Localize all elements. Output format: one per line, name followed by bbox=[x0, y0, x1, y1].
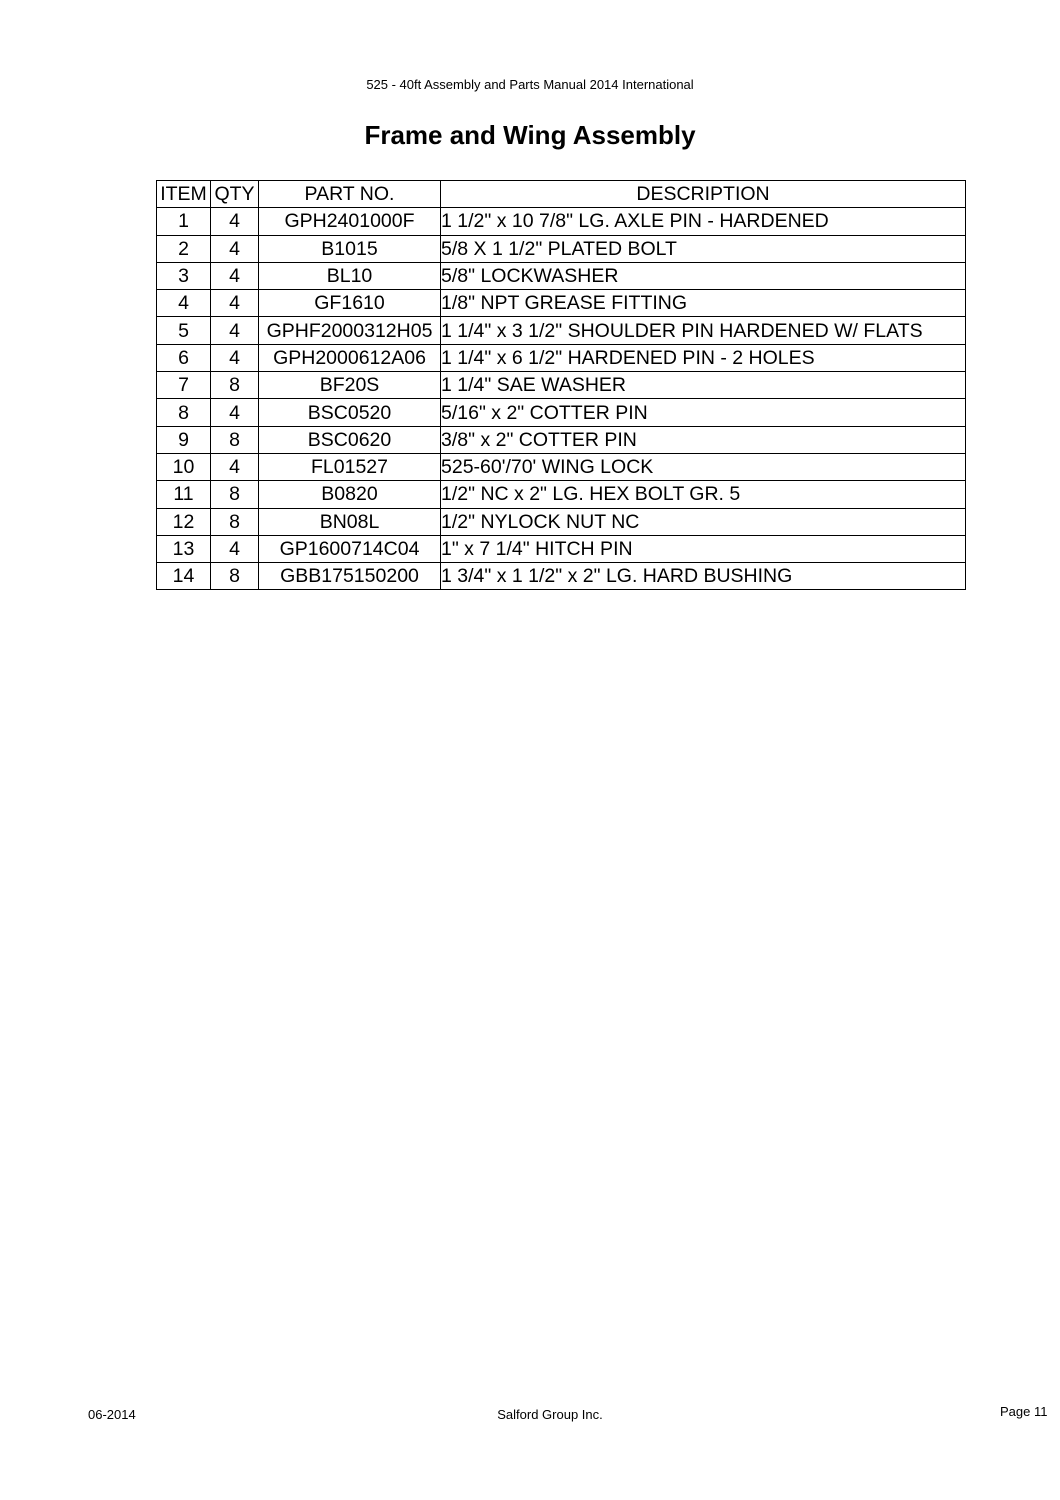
part-no-cell: FL01527 bbox=[259, 453, 441, 480]
column-header-part-no: PART NO. bbox=[259, 181, 441, 208]
column-header-description: DESCRIPTION bbox=[441, 181, 966, 208]
qty-cell: 4 bbox=[211, 344, 259, 371]
table-row bbox=[157, 235, 966, 262]
qty-cell: 8 bbox=[211, 508, 259, 535]
item-cell: 6 bbox=[157, 344, 211, 371]
item-cell: 10 bbox=[157, 453, 211, 480]
part-no-cell: GPH2000612A06 bbox=[259, 344, 441, 371]
table-header-row bbox=[157, 181, 966, 208]
description-cell: 1 3/4" x 1 1/2" x 2" LG. HARD BUSHING bbox=[441, 563, 966, 590]
qty-cell: 8 bbox=[211, 563, 259, 590]
qty-cell: 4 bbox=[211, 235, 259, 262]
qty-cell: 8 bbox=[211, 372, 259, 399]
description-cell: 1" x 7 1/4" HITCH PIN bbox=[441, 535, 966, 562]
item-cell: 12 bbox=[157, 508, 211, 535]
table-row bbox=[157, 372, 966, 399]
description-cell: 1 1/4" x 3 1/2" SHOULDER PIN HARDENED W/ FLATS bbox=[441, 317, 966, 344]
item-cell: 3 bbox=[157, 262, 211, 289]
description-cell: 5/16" x 2" COTTER PIN bbox=[441, 399, 966, 426]
qty-cell: 4 bbox=[211, 262, 259, 289]
description-cell: 1/8" NPT GREASE FITTING bbox=[441, 290, 966, 317]
item-cell: 7 bbox=[157, 372, 211, 399]
table-row bbox=[157, 344, 966, 371]
item-cell: 9 bbox=[157, 426, 211, 453]
description-cell: 1 1/2" x 10 7/8" LG. AXLE PIN - HARDENED bbox=[441, 208, 966, 235]
description-cell: 3/8" x 2" COTTER PIN bbox=[441, 426, 966, 453]
parts-table bbox=[156, 180, 966, 590]
part-no-cell: B1015 bbox=[259, 235, 441, 262]
table-row bbox=[157, 290, 966, 317]
qty-cell: 4 bbox=[211, 399, 259, 426]
part-no-cell: GF1610 bbox=[259, 290, 441, 317]
part-no-cell: GPH2401000F bbox=[259, 208, 441, 235]
table-row bbox=[157, 535, 966, 562]
part-no-cell: GBB175150200 bbox=[259, 563, 441, 590]
qty-cell: 4 bbox=[211, 208, 259, 235]
description-cell: 525-60'/70' WING LOCK bbox=[441, 453, 966, 480]
item-cell: 8 bbox=[157, 399, 211, 426]
part-no-cell: GPHF2000312H05 bbox=[259, 317, 441, 344]
item-cell: 14 bbox=[157, 563, 211, 590]
item-cell: 4 bbox=[157, 290, 211, 317]
description-cell: 1/2" NYLOCK NUT NC bbox=[441, 508, 966, 535]
qty-cell: 8 bbox=[211, 481, 259, 508]
description-cell: 5/8" LOCKWASHER bbox=[441, 262, 966, 289]
table-row bbox=[157, 317, 966, 344]
table-row bbox=[157, 426, 966, 453]
part-no-cell: BSC0620 bbox=[259, 426, 441, 453]
item-cell: 13 bbox=[157, 535, 211, 562]
column-header-item: ITEM bbox=[157, 181, 211, 208]
qty-cell: 4 bbox=[211, 453, 259, 480]
item-cell: 11 bbox=[157, 481, 211, 508]
item-cell: 5 bbox=[157, 317, 211, 344]
part-no-cell: GP1600714C04 bbox=[259, 535, 441, 562]
description-cell: 1/2" NC x 2" LG. HEX BOLT GR. 5 bbox=[441, 481, 966, 508]
table-row bbox=[157, 481, 966, 508]
part-no-cell: BF20S bbox=[259, 372, 441, 399]
qty-cell: 4 bbox=[211, 290, 259, 317]
description-cell: 1 1/4" SAE WASHER bbox=[441, 372, 966, 399]
table-row bbox=[157, 563, 966, 590]
table-row bbox=[157, 399, 966, 426]
description-cell: 1 1/4" x 6 1/2" HARDENED PIN - 2 HOLES bbox=[441, 344, 966, 371]
footer-page-number: Page 11 bbox=[1000, 1404, 1048, 1419]
description-cell: 5/8 X 1 1/2" PLATED BOLT bbox=[441, 235, 966, 262]
part-no-cell: BL10 bbox=[259, 262, 441, 289]
qty-cell: 4 bbox=[211, 535, 259, 562]
parts-table-body bbox=[157, 208, 966, 590]
item-cell: 1 bbox=[157, 208, 211, 235]
column-header-qty: QTY bbox=[211, 181, 259, 208]
part-no-cell: BN08L bbox=[259, 508, 441, 535]
footer-date: 06-2014 bbox=[88, 1407, 136, 1422]
item-cell: 2 bbox=[157, 235, 211, 262]
page-title: Frame and Wing Assembly bbox=[364, 120, 696, 150]
page-header: 525 - 40ft Assembly and Parts Manual 2014 International bbox=[366, 77, 694, 92]
qty-cell: 4 bbox=[211, 317, 259, 344]
qty-cell: 8 bbox=[211, 426, 259, 453]
footer-company: Salford Group Inc. bbox=[497, 1407, 603, 1422]
table-row bbox=[157, 208, 966, 235]
table-row bbox=[157, 453, 966, 480]
table-row bbox=[157, 508, 966, 535]
part-no-cell: BSC0520 bbox=[259, 399, 441, 426]
table-row bbox=[157, 262, 966, 289]
part-no-cell: B0820 bbox=[259, 481, 441, 508]
